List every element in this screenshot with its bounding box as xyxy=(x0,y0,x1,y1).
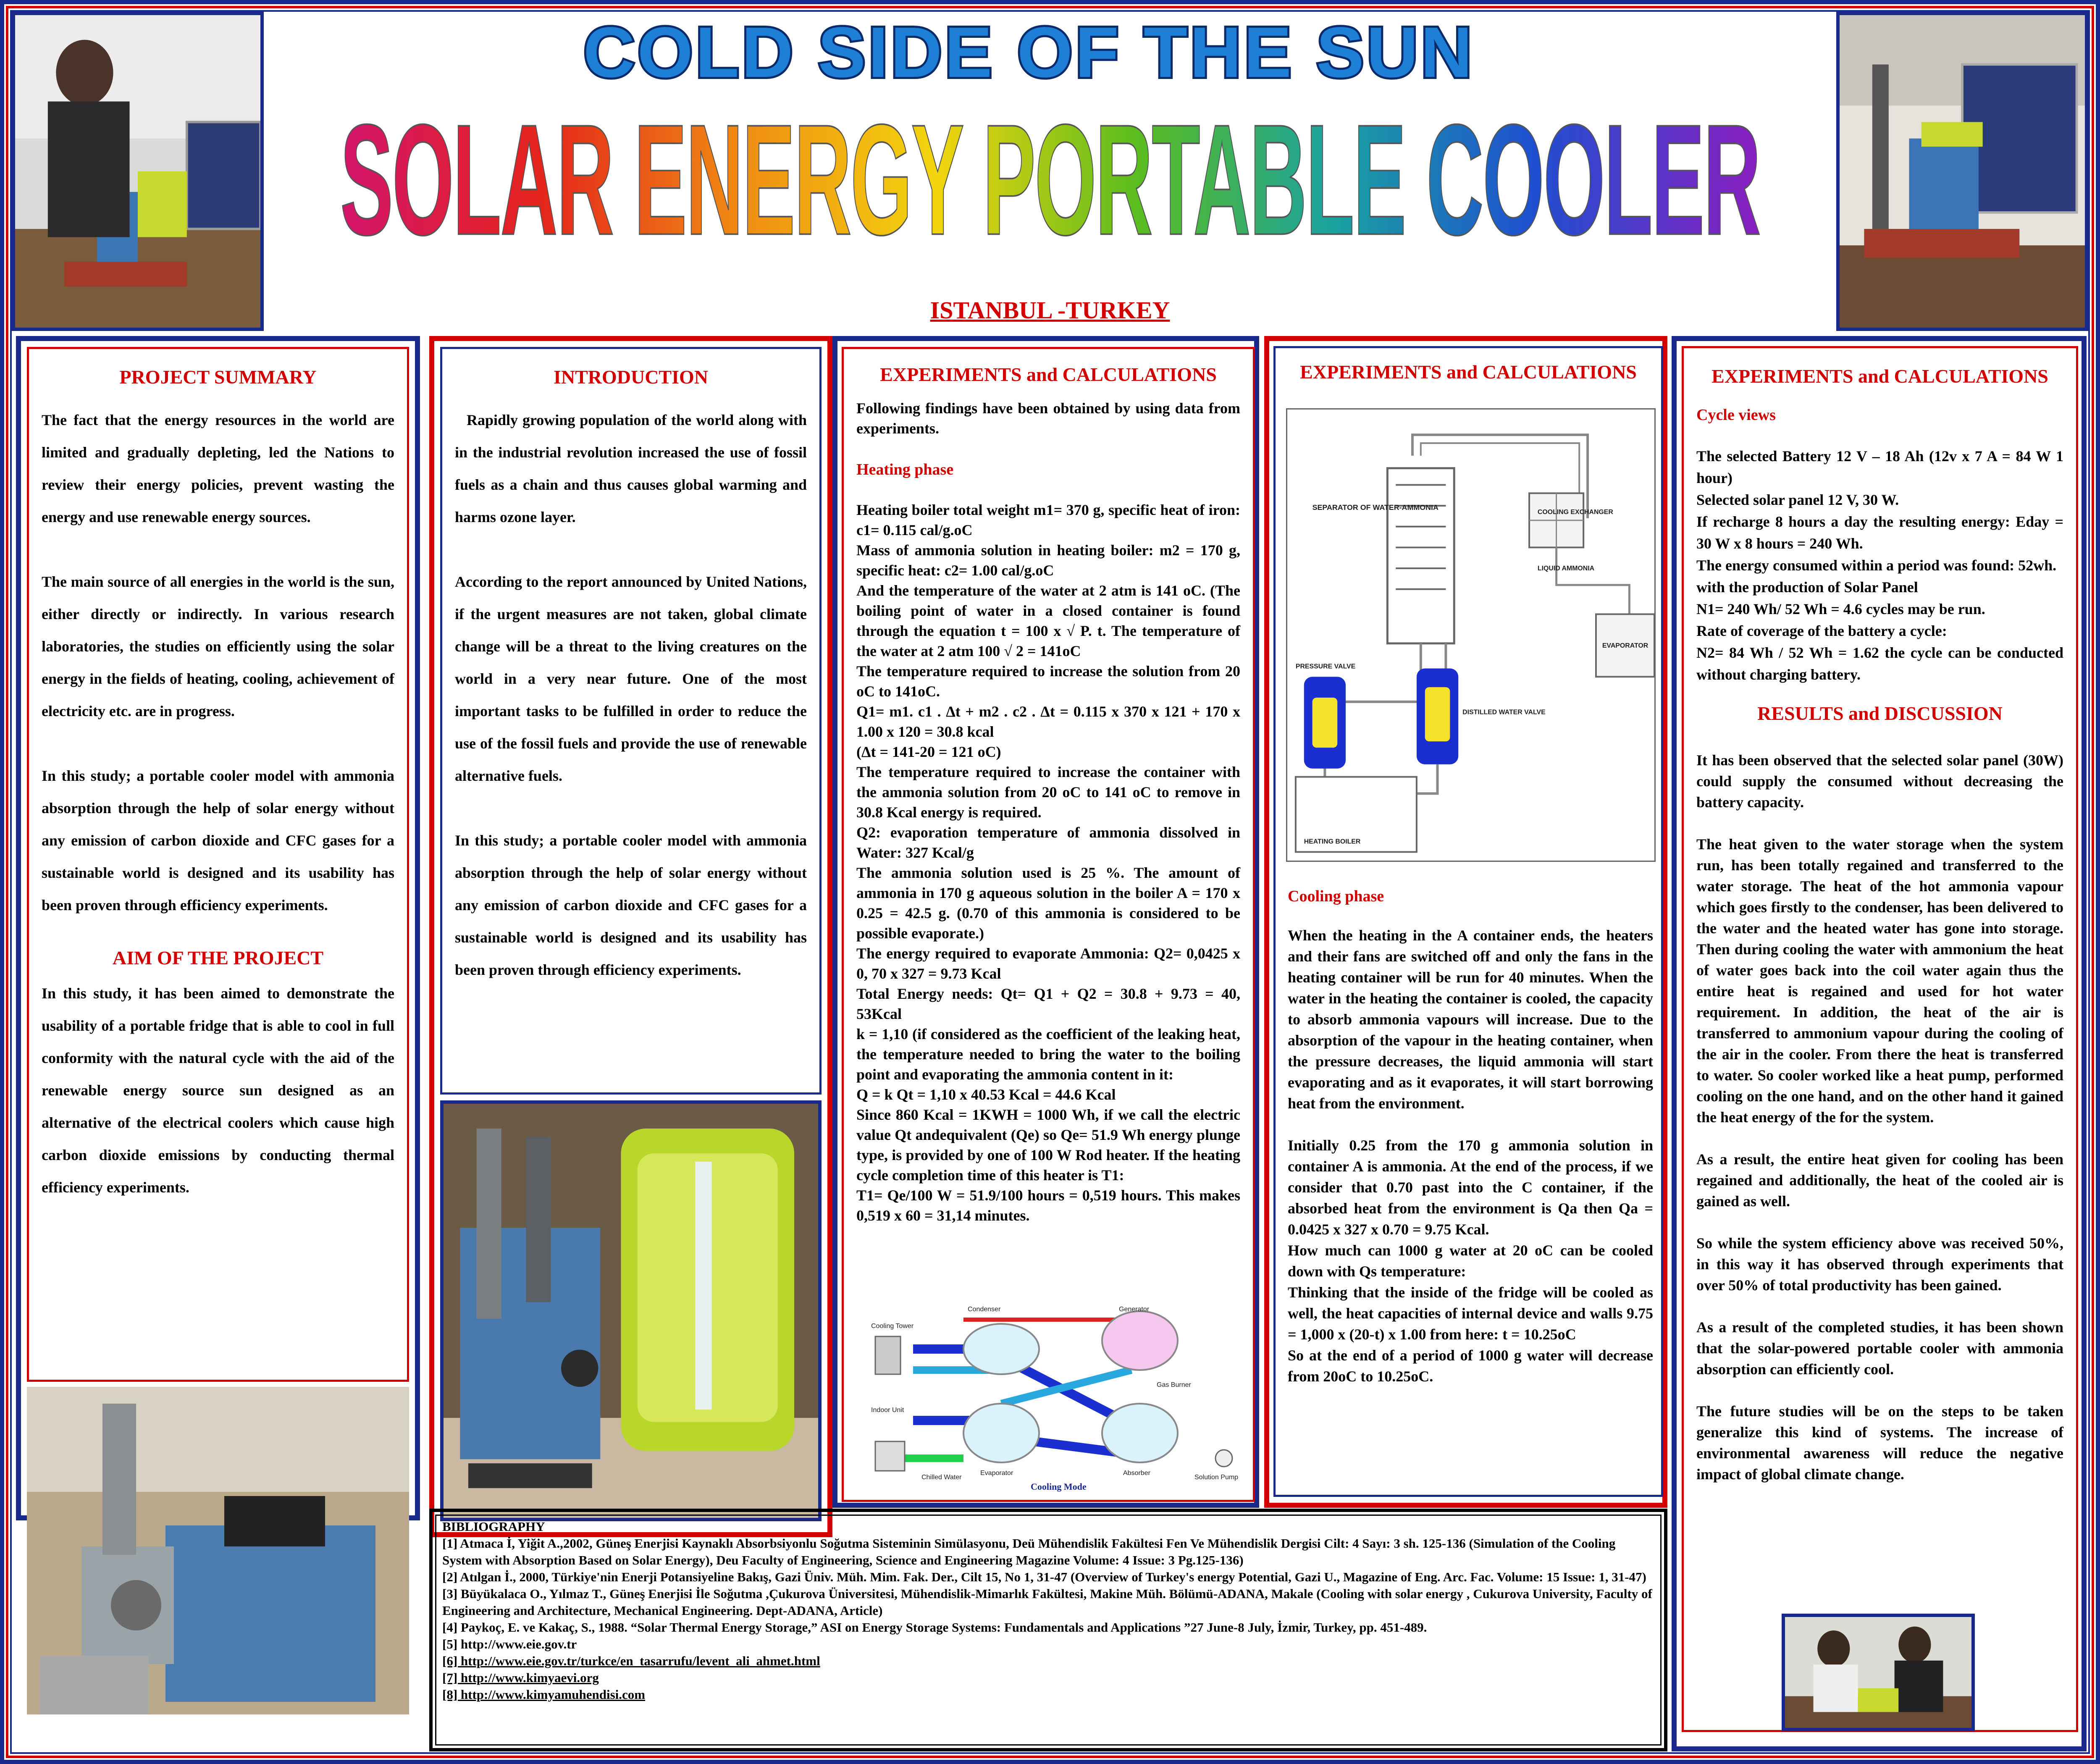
title-top: COLD SIDE OF THE SUN xyxy=(583,13,1475,92)
results-paragraph-3: As a result, the entire heat given for cooling has been regained and additionally, the heat of the cooled air is gained as well. xyxy=(1696,1151,2063,1210)
column-experiments-3 xyxy=(1672,336,2087,1751)
exp1-heading: EXPERIMENTS and CALCULATIONS xyxy=(880,364,1217,385)
students-photo xyxy=(1782,1614,1975,1731)
aim-heading: AIM OF THE PROJECT xyxy=(112,947,324,969)
exp1-calculations xyxy=(856,500,1240,1226)
exp1-intro: Following findings have been obtained by using data from experiments. xyxy=(856,400,1240,437)
absorption-cycle-diagram xyxy=(863,1294,1241,1496)
exp3-line: N1= 240 Wh/ 52 Wh = 4.6 cycles may be run. xyxy=(1696,601,1985,617)
diagram-liquid-ammonia-label: LIQUID AMMONIA xyxy=(1537,565,1595,572)
results-paragraph-4: So while the system efficiency above was received 50%, in this way it has observed through experiments that over 50% of total productivity has been gained. xyxy=(1696,1235,2063,1294)
bibliography-entry-4: [4] Paykoç, E. ve Kakaç, S., 1988. “Solar Thermal Energy Storage,” ASI on Energy Storage Systems: Fundamentals and Applications ”27 June-8 July, İzmir, Turkey, pp. 451-489. xyxy=(442,1620,1427,1635)
exp1-line: Heating boiler total weight m1= 370 g, specific heat of iron: c1= 0.115 cal/g.oC xyxy=(856,501,1240,538)
exp2-subheading: Cooling phase xyxy=(1288,887,1384,905)
diagram-indoor-unit-label: Indoor Unit xyxy=(871,1407,904,1414)
introduction-paragraph-3: In this study; a portable cooler model with ammonia absorption through the help of solar energy without any emission of carbon dioxide and CFC gases for a sustainable world is designed and its usability has been proven through efficiency experiments. xyxy=(455,832,807,978)
bibliography-heading: BIBLIOGRAPHY xyxy=(442,1519,545,1534)
exp2-heading: EXPERIMENTS and CALCULATIONS xyxy=(1300,361,1637,383)
exp1-line: Q2: evaporation temperature of ammonia dissolved in Water: 327 Kcal/g xyxy=(856,824,1240,861)
exp1-line: Mass of ammonia solution in heating boiler: m2 = 170 g, specific heat: c2= 1.00 cal/g.oC xyxy=(856,542,1240,579)
diagram-separator-label: SEPARATOR OF WATER-AMMONIA xyxy=(1312,503,1438,512)
apparatus-photo-center xyxy=(440,1100,822,1521)
title-main-text: SOLAR ENERGY PORTABLE COOLER xyxy=(340,92,1760,268)
diagram-absorber-label: Absorber xyxy=(1123,1470,1150,1477)
exp1-line: The temperature required to increase the solution from 20 oC to 141oC. xyxy=(856,663,1240,700)
bibliography-link-8[interactable]: [8] http://www.kimyamuhendisi.com xyxy=(442,1687,646,1702)
exp3-line: Selected solar panel 12 V, 30 W. xyxy=(1696,491,1899,508)
header-photo-right xyxy=(1836,12,2088,331)
introduction-heading: INTRODUCTION xyxy=(553,366,709,388)
diagram-cooling-tower-label: Cooling Tower xyxy=(871,1323,914,1330)
exp3-line: with the production of Solar Panel xyxy=(1696,579,1918,596)
exp1-line: The temperature required to increase the container with the ammonia solution from 20 oC to 141 oC to remove in 30.8 Kcal energy is required. xyxy=(856,764,1240,821)
bibliography-link-5[interactable]: [5] http://www.eie.gov.tr xyxy=(442,1637,577,1651)
results-heading: RESULTS and DISCUSSION xyxy=(1757,703,2003,724)
exp2-cooling-text xyxy=(1288,887,1653,1387)
exp3-line: The selected Battery 12 V – 18 Ah (12v x 7 A = 84 W 1 hour) xyxy=(1696,448,2063,486)
exp1-line: And the temperature of the water at 2 atm is 141 oC. (The boiling point of water in a closed container is found through the equation t = 100 x √ P. t. The temperature of the water at 2 atm 100 √ 2 = 141oC xyxy=(856,582,1240,659)
location: ISTANBUL -TURKEY xyxy=(930,297,1170,324)
exp3-line: If recharge 8 hours a day the resulting energy: Eday = 30 W x 8 hours = 240 Wh. xyxy=(1696,513,2063,552)
column-experiments-1 xyxy=(832,336,1259,1508)
apparatus-photo-left xyxy=(27,1387,409,1714)
results-paragraph-5: As a result of the completed studies, it has been shown that the solar-powered portable cooler with ammonia absorption can efficiently cool. xyxy=(1696,1319,2063,1378)
column-experiments-2 xyxy=(1264,336,1667,1508)
summary-paragraph-3: In this study; a portable cooler model with ammonia absorption through the help of solar energy without any emission of carbon dioxide and CFC gases for a sustainable world is designed and its usability has been proven through efficiency experiments. xyxy=(42,767,394,914)
exp1-line: Q = k Qt = 1,10 x 40.53 Kcal = 44.6 Kcal xyxy=(856,1086,1116,1103)
diagram-evaporator-label: EVAPORATOR xyxy=(1602,642,1648,649)
exp1-line: The ammonia solution used is 25 %. The amount of ammonia in 170 g aqueous solution in the boiler A = 170 x 0.25 = 42.5 g. (0.70 of this ammonia is considered to be possible evaporate.) xyxy=(856,864,1240,942)
diagram-chilled-water-label: Chilled Water xyxy=(921,1474,962,1481)
bibliography-link-7[interactable]: [7] http://www.kimyaevi.org xyxy=(442,1670,599,1685)
exp2-paragraph-2: Initially 0.25 from the 170 g ammonia solution in container A is ammonia. At the end of the process, if we consider that 0.70 past into the C container, if the absorbed heat from the environment is Qa then Qa = 0.0425 x 327 x 0.70 = 9.75 Kcal. xyxy=(1288,1137,1653,1238)
column-introduction xyxy=(429,336,832,1537)
aim-paragraph: In this study, it has been aimed to demonstrate the usability of a portable fridge that is able to cool in full conformity with the natural cycle with the aid of the renewable energy source sun designed as an alternative of the electrical coolers which cause high carbon dioxide emissions by conducting thermal efficiency experiments. xyxy=(42,985,394,1196)
exp3-heading: EXPERIMENTS and CALCULATIONS xyxy=(1712,365,2048,387)
exp3-line: N2= 84 Wh / 52 Wh = 1.62 the cycle can be conducted without charging battery. xyxy=(1696,644,2063,683)
results-paragraph-1: It has been observed that the selected solar panel (30W) could supply the consumed without decreasing the battery capacity. xyxy=(1696,752,2063,811)
exp1-line: Total Energy needs: Qt= Q1 + Q2 = 30.8 + 9.73 = 40, 53Kcal xyxy=(856,985,1240,1022)
bibliography-entry-3: [3] Büyükalaca O., Yılmaz T., Güneş Enerjisi İle Soğutma ,Çukurova Üniversitesi, Mühendislik-Mimarlık Fakültesi, Makine Müh. Bölümü-ADANA, Makale (Cooling with solar energy , Cukurova University, Faculty of Engineering and Architecture, Mechanical Engineering. Dept-ADANA, Article) xyxy=(442,1586,1652,1618)
cooler-schematic-diagram xyxy=(1286,408,1656,862)
diagram-heating-boiler-label: HEATING BOILER xyxy=(1304,838,1361,845)
summary-paragraph-1: The fact that the energy resources in the world are limited and gradually depleting, led the Nations to review their energy policies, prevent wasting the energy and use renewable energy sources. xyxy=(42,412,394,525)
bibliography-entry-2: [2] Atılgan İ., 2000, Türkiye'nin Enerji Potansiyeline Bakış, Gazi Üniv. Müh. Mim. Fak. Der., Cilt 15, No 1, 31-47 (Overview of Turkey's energy Potential, Gazi U., Magazine of Eng. Arc. Fac. Volume: 15 Issue: 1, 31-47) xyxy=(442,1570,1646,1584)
diagram-solution-pump-label: Solution Pump xyxy=(1194,1474,1239,1481)
results-paragraph-2: The heat given to the water storage when the system run, has been totally regained and transferred to the water storage. The heat of the hot ammonia vapour which goes firstly to the condenser, has been delivered to the water and the heated water has gone into storage. Then during cooling the water with ammonium the heat of water goes back into the coil water again thus the entire heat is regained and used for hot water requirement. In addition, the heat of the air is transferred to ammonium vapour during the cooling of the air in the cooler. From there the heat is transferred to water. So cooler worked like a heat pump, performed cooling on the one hand, and on the other hand it gained the heat energy of the for the system. xyxy=(1696,836,2063,1126)
diagram-generator-label: Generator xyxy=(1119,1306,1150,1313)
diagram-condenser-label: Condenser xyxy=(968,1306,1001,1313)
diagram-mode-label: Cooling Mode xyxy=(1031,1481,1087,1492)
exp1-line: The energy required to evaporate Ammonia: Q2= 0,0425 x 0, 70 x 327 = 9.73 Kcal xyxy=(856,945,1240,982)
exp3-line: The energy consumed within a period was found: 52wh. xyxy=(1696,557,2057,574)
exp1-line: k = 1,10 (if considered as the coefficient of the leaking heat, the temperature needed to bring the water to the boiling point and evaporating the ammonia content in it: xyxy=(856,1026,1240,1083)
diagram-pressure-valve-label: PRESSURE VALVE xyxy=(1295,663,1356,670)
bibliography-entry-1: [1] Atmaca İ, Yiğit A.,2002, Güneş Enerjisi Kaynaklı Absorbsiyonlu Soğutma Sisteminin Simülasyonu, Deü Mühendislik Fakültesi Fen Ve Mühendislik Dergisi Cilt: 4 Sayı: 3 sh. 125-136 (Simulation of the Cooling System with Absorption Based on Solar Energy), Deu Faculty of Engineering, Science and Engineering Magazine Volume: 4 Issue: 3 Pg.125-136) xyxy=(442,1536,1616,1567)
exp1-line: Q1= m1. c1 . Δt + m2 . c2 . Δt = 0.115 x 370 x 121 + 170 x 1.00 x 120 = 30.8 kcal xyxy=(856,703,1240,740)
column-summary xyxy=(16,336,420,1520)
header-photo-left xyxy=(12,12,264,331)
exp1-line: Since 860 Kcal = 1KWH = 1000 Wh, if we call the electric value Qt andequivalent (Qe) so Qe= 51.9 Wh energy plunge type, is provided by one of 100 W Rod heater. If the heating cycle completion time of this heater is T1: xyxy=(856,1106,1240,1184)
exp2-paragraph-1: When the heating in the A container ends, the heaters and their fans are switched off and only the fans in the heating container will be run for 40 minutes. When the water in the heating the container is cooled, the capacity to absorb ammonia vapours will increase. Due to the absorption of the vapour in the heating container, when the pressure decreases, the liquid ammonia will start evaporating and as it evaporates, it will start borrowing heat from the environment. xyxy=(1288,927,1653,1112)
summary-paragraph-2: The main source of all energies in the world is the sun, either directly or indirectly. In various research laboratories, the studies on efficiently using the solar energy in the fields of heating, cooling, achievement of electricity etc. are in progress. xyxy=(42,573,394,719)
introduction-paragraph-2: According to the report announced by United Nations, if the urgent measures are not taken, global climate change will be a threat to the living creatures on the world in a very near future. One of the most important tasks to be fulfilled in order to reduce the use of the fossil fuels and provide the use of renewable alternative fuels. xyxy=(455,573,807,784)
diagram-cooling-exchanger-label: COOLING EXCHANGER xyxy=(1537,508,1613,516)
bibliography-box xyxy=(429,1509,1667,1751)
exp2-paragraph-4: Thinking that the inside of the fridge will be cooled as well, the heat capacities of internal device and walls 9.75 = 1,000 x (20-t) x 1.00 from here: t = 10.25oC xyxy=(1288,1284,1653,1343)
diagram-evaporator-label: Evaporator xyxy=(980,1470,1013,1477)
exp2-paragraph-3: How much can 1000 g water at 20 oC can be cooled down with Qs temperature: xyxy=(1288,1242,1653,1280)
exp1-subheading: Heating phase xyxy=(856,461,954,478)
diagram-distilled-valve-label: DISTILLED WATER VALVE xyxy=(1462,709,1546,716)
introduction-paragraph-1: Rapidly growing population of the world along with in the industrial revolution increased the use of fossil fuels as a chain and thus causes global warming and harms ozone layer. xyxy=(455,412,807,525)
bibliography-link-6[interactable]: [6] http://www.eie.gov.tr/turkce/en_tasarrufu/levent_ali_ahmet.html xyxy=(442,1654,820,1668)
summary-heading: PROJECT SUMMARY xyxy=(119,366,317,388)
exp1-line: (Δt = 141-20 = 121 oC) xyxy=(856,743,1001,760)
diagram-gas-burner-label: Gas Burner xyxy=(1157,1381,1191,1389)
exp3-line: Rate of coverage of the battery a cycle: xyxy=(1696,622,1947,639)
exp3-subheading: Cycle views xyxy=(1696,406,1776,424)
exp1-line: T1= Qe/100 W = 51.9/100 hours = 0,519 hours. This makes 0,519 x 60 = 31,14 minutes. xyxy=(856,1187,1240,1224)
results-paragraph-6: The future studies will be on the steps to be taken generalize this kind of systems. The increase of environmental awareness will reduce the negative impact of global climate change. xyxy=(1696,1403,2063,1483)
title-main xyxy=(328,92,1772,290)
exp2-paragraph-5: So at the end of a period of 1000 g water will decrease from 20oC to 10.25oC. xyxy=(1288,1347,1653,1385)
